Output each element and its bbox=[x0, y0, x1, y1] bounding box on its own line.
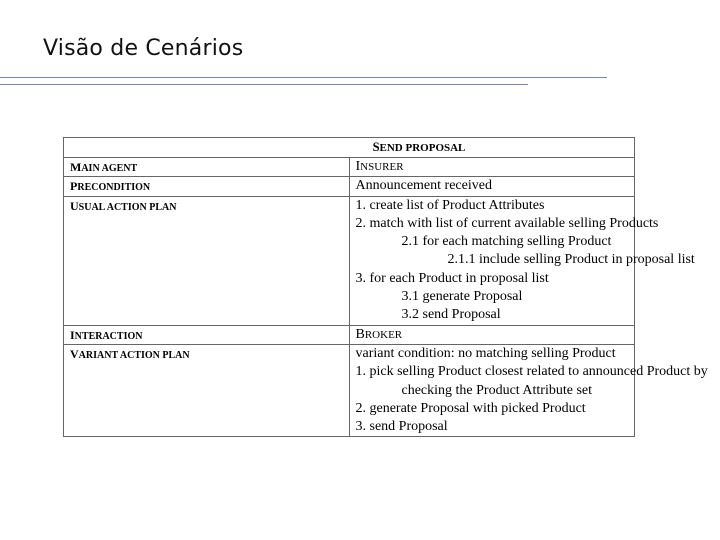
row-label-interaction bbox=[64, 325, 350, 344]
row-label-initial: M bbox=[70, 160, 82, 174]
table-row bbox=[64, 325, 635, 344]
value-rest: ROKER bbox=[364, 328, 403, 341]
value-line: 2.1.1 include selling Product in proposal list bbox=[447, 252, 695, 268]
table-row bbox=[64, 177, 635, 196]
title-underline-short bbox=[0, 84, 528, 85]
table-row bbox=[64, 158, 635, 177]
row-label-rest: ARIANT ACTION PLAN bbox=[78, 349, 190, 361]
value-line: 3.2 send Proposal bbox=[401, 307, 501, 323]
row-label-rest: RECONDITION bbox=[77, 182, 151, 194]
row-label-variant-action-plan bbox=[64, 344, 350, 436]
table-heading-row bbox=[64, 138, 635, 158]
table-row bbox=[64, 196, 635, 325]
value-line: 1. pick selling Product closest related to announced Product by bbox=[355, 364, 708, 380]
value-line: checking the Product Attribute set bbox=[401, 382, 593, 398]
row-label-initial: I bbox=[70, 327, 75, 342]
value-line: 3. for each Product in proposal list bbox=[355, 270, 549, 286]
row-label-rest: SUAL ACTION PLAN bbox=[78, 201, 177, 213]
value-line: 3.1 generate Proposal bbox=[401, 289, 523, 305]
row-label-rest: AIN AGENT bbox=[81, 163, 138, 174]
value-rest: NSURER bbox=[360, 161, 404, 173]
value-line: 1. create list of Product Attributes bbox=[355, 197, 545, 213]
row-label-initial: V bbox=[70, 346, 79, 361]
row-label-initial: P bbox=[70, 179, 78, 194]
value-line: variant condition: no matching selling Product bbox=[355, 345, 616, 361]
table-heading-initial: S bbox=[372, 140, 380, 154]
row-label-initial: U bbox=[70, 198, 79, 213]
value-line: Announcement received bbox=[355, 178, 492, 194]
row-value-variant-action-plan bbox=[349, 344, 708, 436]
value-initial: B bbox=[355, 326, 365, 342]
value-line: 3. send Proposal bbox=[355, 419, 448, 435]
row-label-main-agent bbox=[64, 158, 350, 177]
value-line: 2. generate Proposal with picked Product bbox=[355, 400, 586, 416]
table-row bbox=[64, 344, 635, 436]
value-line: 2.1 for each matching selling Product bbox=[401, 234, 612, 250]
row-value-interaction bbox=[349, 325, 635, 344]
row-value-usual-action-plan bbox=[349, 196, 695, 325]
row-label-precondition bbox=[64, 177, 350, 196]
title-underline-long bbox=[0, 77, 607, 78]
value-initial: I bbox=[355, 159, 361, 174]
use-case-table bbox=[63, 137, 708, 437]
row-value-main-agent bbox=[349, 158, 635, 177]
slide-title: Visão de Cenários bbox=[43, 36, 244, 61]
row-label-rest: NTERACTION bbox=[74, 330, 143, 342]
row-label-usual-action-plan bbox=[64, 196, 350, 325]
value-line: 2. match with list of current available selling Products bbox=[355, 215, 659, 231]
row-value-precondition bbox=[349, 177, 635, 196]
table-heading bbox=[64, 138, 635, 158]
table-heading-rest: END PROPOSAL bbox=[379, 142, 466, 154]
